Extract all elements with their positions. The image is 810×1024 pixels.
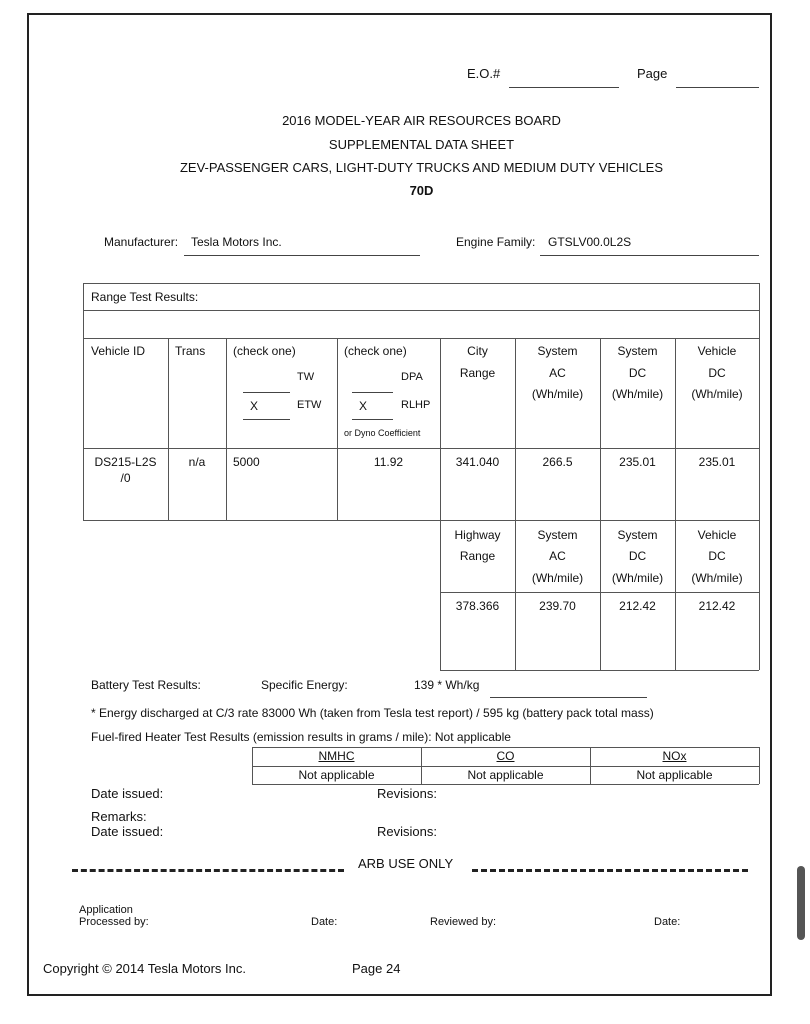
battery-footnote: * Energy discharged at C/3 rate 83000 Wh (taken from Tesla test report) / 595 kg (battery pack total mass) — [91, 706, 654, 720]
hwy-header-system-dc-1: System — [617, 528, 658, 542]
header-check-one-weight: (check one) — [233, 344, 296, 358]
cell-hwy-vehicle-dc: 212.42 — [698, 599, 736, 613]
cell-city-range: 341.040 — [455, 455, 500, 469]
header-system-ac-2: AC — [549, 366, 566, 380]
cell-system-dc: 235.01 — [619, 455, 656, 469]
remarks-label: Remarks: — [91, 809, 147, 824]
page-field-line — [676, 87, 759, 88]
header-vehicle-dc-1: Vehicle — [697, 344, 737, 358]
heater-col-nox: NOx — [662, 749, 687, 763]
processed-by-label: Processed by: — [79, 916, 149, 928]
hwy-header-system-dc-2: DC — [628, 549, 647, 563]
rlhp-check-line — [352, 419, 393, 420]
date-label-1: Date: — [311, 916, 338, 928]
hwy-header-system-ac-2: AC — [549, 549, 566, 563]
range-table-title: Range Test Results: — [91, 290, 199, 304]
manufacturer-line — [184, 255, 420, 256]
hwy-header-system-ac-1: System — [537, 528, 578, 542]
revisions-label-2: Revisions: — [377, 824, 437, 839]
cell-vehicle-id-1: DS215-L2S — [94, 455, 157, 469]
header-rlhp: RLHP — [401, 399, 431, 411]
header-system-dc-3: (Wh/mile) — [611, 387, 664, 401]
application-label: Application — [79, 904, 133, 916]
header-highway-range: Range — [459, 549, 496, 563]
arb-use-only: ARB USE ONLY — [358, 856, 454, 871]
cell-vehicle-id-2: /0 — [120, 471, 131, 485]
cell-system-ac: 266.5 — [542, 455, 573, 469]
header-city-range: Range — [459, 366, 496, 380]
engine-family-label: Engine Family: — [456, 235, 536, 249]
cell-rlhp: 11.92 — [373, 455, 404, 469]
cell-hwy-system-dc: 212.42 — [619, 599, 656, 613]
eo-label: E.O.# — [467, 66, 501, 81]
hwy-header-system-ac-3: (Wh/mile) — [531, 571, 584, 585]
specific-energy-line — [490, 697, 647, 698]
copyright: Copyright © 2014 Tesla Motors Inc. — [43, 961, 246, 976]
cell-trans: n/a — [188, 455, 206, 469]
hwy-header-system-dc-3: (Wh/mile) — [611, 571, 664, 585]
header-check-one-load: (check one) — [344, 344, 407, 358]
hwy-header-vehicle-dc-1: Vehicle — [697, 528, 737, 542]
title-line-1: 2016 MODEL-YEAR AIR RESOURCES BOARD — [282, 113, 561, 128]
title-line-3: ZEV-PASSENGER CARS, LIGHT-DUTY TRUCKS AND MEDIUM DUTY VEHICLES — [179, 160, 664, 175]
heater-col-co: CO — [496, 749, 515, 763]
hwy-header-vehicle-dc-2: DC — [708, 549, 726, 563]
header-etw: ETW — [297, 399, 322, 411]
etw-check-line — [243, 419, 290, 420]
model-name: 70D — [409, 183, 434, 198]
header-trans: Trans — [175, 344, 206, 358]
header-system-dc-1: System — [617, 344, 658, 358]
header-system-dc-2: DC — [628, 366, 647, 380]
heater-val-co: Not applicable — [467, 768, 544, 782]
hwy-header-vehicle-dc-3: (Wh/mile) — [691, 571, 743, 585]
heater-val-nmhc: Not applicable — [298, 768, 375, 782]
engine-family-value: GTSLV00.0L2S — [548, 235, 632, 249]
tw-check-line — [243, 392, 290, 393]
date-issued-label-1: Date issued: — [91, 786, 164, 801]
engine-family-line — [540, 255, 759, 256]
header-tw: TW — [297, 371, 315, 383]
manufacturer-value: Tesla Motors Inc. — [191, 235, 282, 249]
header-city: City — [467, 344, 488, 358]
heater-val-nox: Not applicable — [636, 768, 713, 782]
eo-field-line — [509, 87, 619, 88]
header-vehicle-dc-3: (Wh/mile) — [691, 387, 743, 401]
header-vehicle-id: Vehicle ID — [91, 344, 146, 358]
date-label-2: Date: — [654, 916, 681, 928]
dpa-check-line — [352, 392, 393, 393]
arb-dash-right — [472, 869, 748, 872]
cell-vehicle-dc: 235.01 — [698, 455, 736, 469]
header-highway: Highway — [454, 528, 501, 542]
cell-highway-range: 378.366 — [455, 599, 500, 613]
cell-hwy-system-ac: 239.70 — [539, 599, 576, 613]
battery-label: Battery Test Results: — [91, 678, 201, 692]
header-system-ac-3: (Wh/mile) — [531, 387, 584, 401]
specific-energy-value: 139 * Wh/kg — [414, 678, 480, 692]
date-issued-label-2: Date issued: — [91, 824, 164, 839]
vertical-scrollbar[interactable] — [797, 866, 805, 940]
heater-label: Fuel-fired Heater Test Results (emission results in grams / mile): Not applicable — [91, 730, 511, 744]
header-vehicle-dc-2: DC — [708, 366, 726, 380]
page-number: Page 24 — [352, 961, 401, 976]
header-system-ac-1: System — [537, 344, 578, 358]
page-label: Page — [637, 66, 668, 81]
rlhp-check-mark: X — [359, 399, 368, 413]
specific-energy-label: Specific Energy: — [261, 678, 348, 692]
revisions-label-1: Revisions: — [377, 786, 437, 801]
title-line-2: SUPPLEMENTAL DATA SHEET — [328, 137, 515, 152]
arb-dash-left — [72, 869, 344, 872]
header-dpa: DPA — [401, 371, 423, 383]
etw-check-mark: X — [250, 399, 259, 413]
manufacturer-label: Manufacturer: — [104, 235, 179, 249]
cell-etw: 5000 — [233, 455, 260, 469]
reviewed-by-label: Reviewed by: — [430, 916, 497, 928]
header-dyno-coefficient: or Dyno Coefficient — [344, 428, 421, 438]
heater-col-nmhc: NMHC — [318, 749, 355, 763]
